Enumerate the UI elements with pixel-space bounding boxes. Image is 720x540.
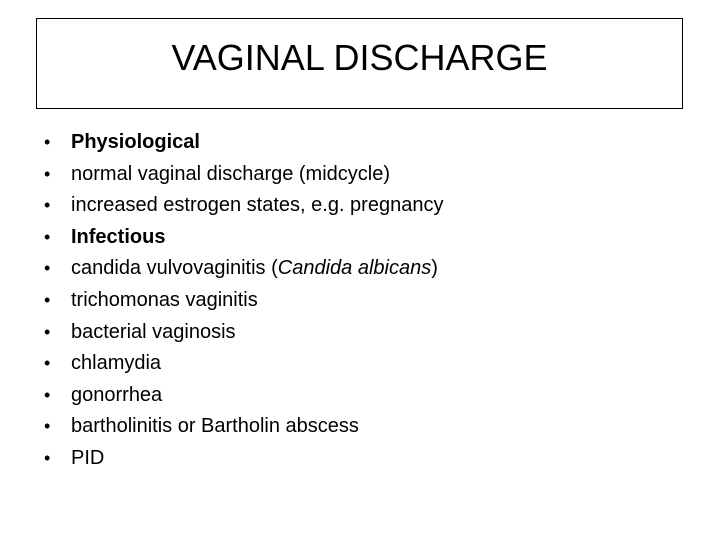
- list-item-text-after: ): [431, 257, 438, 280]
- list-item-text: increased estrogen states, e.g. pregnancy: [71, 194, 444, 217]
- bullet-icon: •: [44, 132, 51, 152]
- bullet-icon: •: [44, 258, 51, 279]
- title-box: [36, 18, 683, 109]
- organism-name: Candida albicans: [277, 257, 432, 280]
- bullet-icon: •: [44, 447, 51, 468]
- bullet-icon: •: [44, 384, 51, 405]
- list-item-text: PID: [71, 446, 105, 469]
- bullet-icon: •: [44, 289, 51, 310]
- list-item-text-before: candida vulvovaginitis (: [71, 257, 278, 280]
- list-item-text: Infectious: [71, 225, 166, 248]
- slide-title: VAGINAL DISCHARGE: [171, 37, 548, 78]
- list-item-text: trichomonas vaginitis: [71, 288, 258, 311]
- list-item-text: [71, 253, 438, 285]
- bullet-icon: •: [44, 416, 51, 437]
- list-item-text: normal vaginal discharge (midcycle): [71, 162, 391, 185]
- bullet-icon: •: [44, 321, 51, 342]
- list-item-text: Physiological: [71, 131, 200, 153]
- bullet-icon: •: [44, 353, 51, 374]
- bullet-icon: •: [44, 226, 51, 247]
- list-item-text: bacterial vaginosis: [71, 320, 236, 343]
- list-item-text: chlamydia: [71, 352, 162, 375]
- list-item-text: bartholinitis or Bartholin abscess: [71, 415, 359, 438]
- list-item-text: gonorrhea: [71, 383, 163, 406]
- bullet-icon: •: [44, 195, 51, 216]
- bullet-icon: •: [44, 163, 51, 184]
